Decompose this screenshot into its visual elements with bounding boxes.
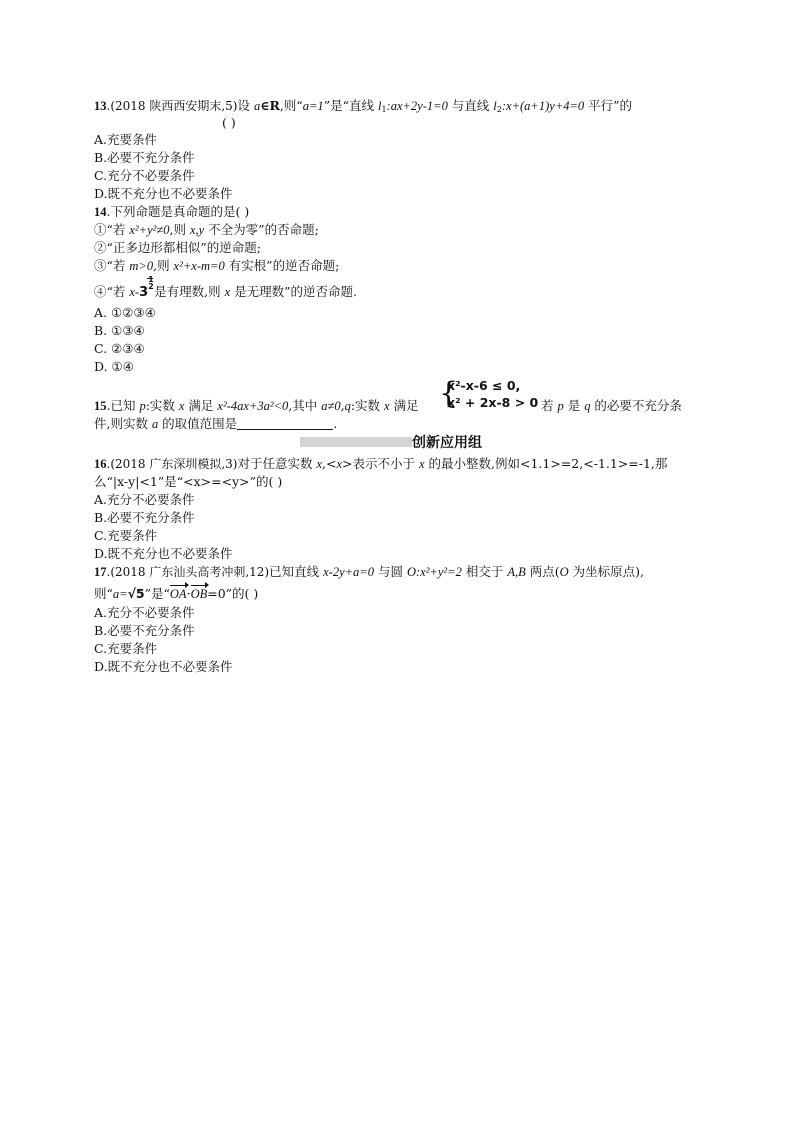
- q16-text: 对于任意实数: [237, 456, 317, 471]
- q15-number: 15: [94, 399, 107, 413]
- q15-x: x: [178, 399, 185, 413]
- q15-text: :实数: [350, 398, 385, 413]
- q13-l2-sub: 2: [496, 105, 502, 114]
- q14-s4-base: 3: [139, 285, 149, 300]
- q16-text: 的最小整数,例如<1.1>=2,<-1.1>=-1,那: [424, 456, 668, 471]
- q14-s1-text: ①“若: [94, 222, 130, 237]
- q15-case-1: x²-x-6 ≤ 0,: [447, 378, 521, 393]
- q16-option-b: B.必要不充分条件: [94, 510, 195, 525]
- q16-source: .(2018 广东深圳模拟,3): [106, 457, 238, 471]
- q16-text: >表示不小于: [342, 456, 419, 471]
- q14-statement-2: ②“正多边形都相似”的逆命题;: [94, 240, 261, 255]
- q17-points: A,B: [507, 565, 526, 579]
- q15-answer-blank: [237, 417, 333, 430]
- q15-q: q: [344, 399, 351, 413]
- q13-condition: a=1: [302, 99, 324, 113]
- q15-text: 的取值范围是: [158, 416, 238, 431]
- q17-text: ”是“: [144, 586, 170, 601]
- q17-sqrt5: √5: [127, 586, 145, 601]
- q17-text: =0”的( ): [207, 586, 259, 601]
- q14-s4-exp-den: 2: [148, 282, 154, 291]
- q17-option-d: D.既不充分也不必要条件: [94, 659, 233, 674]
- q13-l1: l: [377, 99, 382, 113]
- q14-s1-text: ,则: [169, 222, 190, 237]
- q15-text: 是: [563, 398, 585, 413]
- q14-s4-text: 是无理数”的逆否命题.: [230, 284, 357, 299]
- q13-option-c: C.充分不必要条件: [94, 168, 195, 183]
- q15-a: a: [151, 417, 159, 431]
- q17-stem-line1: [94, 564, 644, 580]
- q14-statement-3: [94, 258, 339, 274]
- q13-option-a: A.充要条件: [94, 132, 158, 147]
- q13-answer-blank: ( ): [222, 115, 236, 130]
- q13-l2: l: [493, 99, 497, 113]
- q15-brace: {: [439, 376, 459, 411]
- q14-option-c: C. ②③④: [94, 341, 145, 356]
- q15-text: 满足: [184, 398, 218, 413]
- q14-s3-cond: m>0: [129, 259, 154, 273]
- q17-vector-oa: OA: [169, 587, 187, 601]
- q13-l1-equation: :ax+2y-1=0: [386, 99, 448, 113]
- q14-s4-text: ④“若: [94, 284, 130, 299]
- q17-line-equation: x-2y+a=0: [323, 565, 374, 579]
- q13-set-r: ∈R: [260, 98, 280, 113]
- q16-x: x: [316, 457, 323, 471]
- q13-var-a: a: [253, 99, 261, 113]
- q13-text: 平行”的: [584, 98, 633, 113]
- q17-source: .(2018 广东汕头高考冲刺,12): [106, 565, 270, 579]
- q14-s3-text: ③“若: [94, 258, 130, 273]
- q17-text: 已知直线: [269, 564, 324, 579]
- q15-text: ,: [340, 398, 345, 413]
- q13-text: ,则“: [279, 98, 303, 113]
- q17-text: 与圆: [374, 564, 407, 579]
- q17-vector-ob: OB: [190, 587, 208, 601]
- q13-number: 13: [94, 99, 107, 113]
- q15-a-condition: a≠0: [321, 399, 341, 413]
- q15-text: ,其中: [288, 398, 322, 413]
- q17-option-b: B.必要不充分条件: [94, 623, 195, 638]
- q14-option-d: D. ①④: [94, 359, 134, 374]
- q15-text: 件,则实数: [94, 416, 152, 431]
- q17-origin: O: [559, 565, 569, 579]
- q16-option-c: C.充要条件: [94, 528, 158, 543]
- q14-statement-4: [94, 275, 357, 301]
- q14-s4-var: x-: [129, 285, 140, 299]
- q17-a-eq: a=: [112, 587, 128, 601]
- q15-text: 满足: [389, 398, 419, 413]
- q13-l1-sub: 1: [381, 105, 387, 114]
- q16-x: x: [336, 457, 343, 471]
- q14-s3-text: 有实根”的逆否命题;: [224, 258, 340, 273]
- q16-number: 16: [94, 457, 107, 471]
- q17-text: 两点(: [525, 564, 560, 579]
- q13-stem: [94, 98, 632, 114]
- q17-number: 17: [94, 565, 107, 579]
- q14-number: 14: [94, 205, 107, 219]
- q14-s3-text: ,则: [153, 258, 174, 273]
- q14-s4-power: [139, 275, 154, 301]
- q15-stem-line1: [94, 398, 419, 414]
- q15-system-of-inequalities: [439, 376, 539, 411]
- q15-inequality: x²-4ax+3a²<0: [217, 399, 289, 413]
- q17-text: 则“: [94, 586, 113, 601]
- q16-stem-line1: [94, 456, 667, 472]
- q15-text: 的必要不充分条: [590, 398, 682, 413]
- q13-source: .(2018 陕西西安期末,5): [106, 99, 238, 113]
- q14-statement-1: [94, 222, 319, 238]
- q14-s4-var: x: [224, 285, 231, 299]
- q16-option-d: D.既不充分也不必要条件: [94, 546, 233, 561]
- q17-stem-line2: [94, 586, 258, 602]
- q14-stem: [94, 204, 249, 220]
- q17-option-c: C.充要条件: [94, 641, 158, 656]
- q13-text: 与直线: [447, 98, 494, 113]
- q14-option-b: B. ①③④: [94, 323, 145, 338]
- q17-option-a: A.充分不必要条件: [94, 605, 195, 620]
- q15-case-2: x² + 2x-8 > 0: [447, 395, 539, 410]
- q14-s4-text: 是有理数,则: [154, 284, 225, 299]
- q15-p: p: [557, 399, 564, 413]
- q17-text: 相交于: [461, 564, 508, 579]
- q15-text: .已知: [106, 398, 140, 413]
- section-header-bar: [300, 437, 412, 447]
- q15-text: :实数: [145, 398, 179, 413]
- q16-text: ,<: [322, 456, 337, 471]
- q15-text: 若: [541, 398, 558, 413]
- q17-dot: ·: [186, 586, 191, 601]
- q16-option-a: A.充分不必要条件: [94, 492, 195, 507]
- q14-s1-math: x²+y²≠0: [129, 223, 170, 237]
- q14-option-a: A. ①②③④: [94, 305, 156, 320]
- q17-circle-equation: O:x²+y²=2: [406, 565, 462, 579]
- q14-s3-equation: x²+x-m=0: [173, 259, 225, 273]
- q14-s1-text: 不全为零”的否命题;: [204, 222, 319, 237]
- q16-x: x: [419, 457, 425, 471]
- q15-text: .: [333, 416, 338, 431]
- q13-text: ”是“直线: [323, 98, 378, 113]
- q13-option-b: B.必要不充分条件: [94, 150, 195, 165]
- q15-p: p: [139, 399, 146, 413]
- q14-s4-exp-num: 1: [148, 275, 154, 284]
- q13-l2-equation: :x+(a+1)y+4=0: [501, 99, 585, 113]
- section-title: 创新应用组: [412, 435, 482, 451]
- q14-text: .下列命题是真命题的是( ): [106, 204, 250, 219]
- q16-stem-line2: 么“|x-y|<1”是“<x>=<y>”的( ): [94, 474, 283, 489]
- q15-stem-line2: [94, 416, 337, 432]
- q15-stem-line1-end: [541, 398, 682, 414]
- q15-q: q: [584, 399, 591, 413]
- q17-text: 为坐标原点),: [568, 564, 644, 579]
- q13-option-d: D.既不充分也不必要条件: [94, 186, 233, 201]
- q14-s1-vars: x,y: [189, 223, 205, 237]
- q15-x: x: [384, 399, 390, 413]
- q13-text: 设: [237, 98, 254, 113]
